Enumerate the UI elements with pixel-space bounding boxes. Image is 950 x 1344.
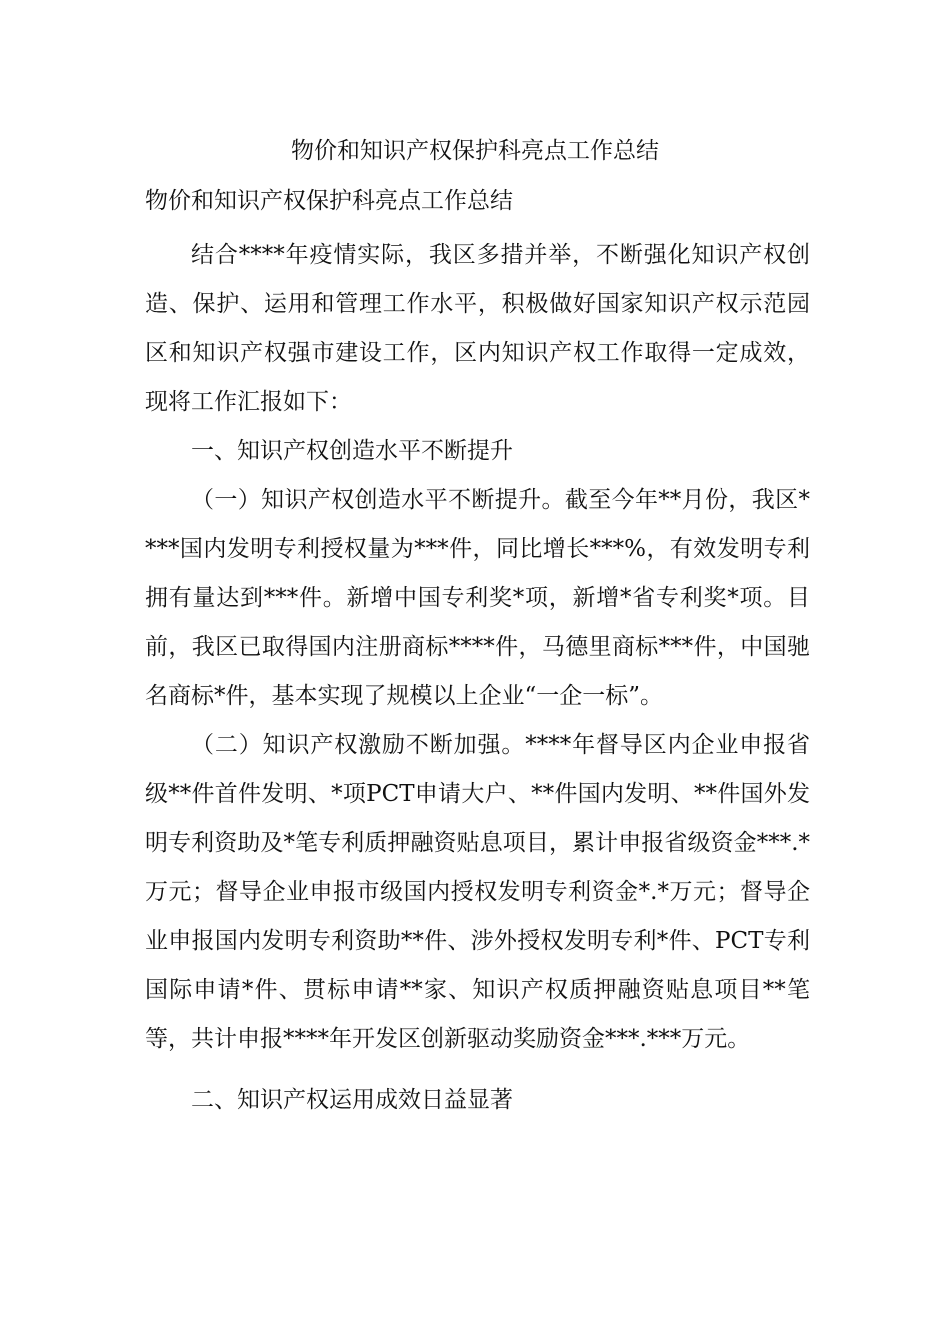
section-heading-2: 二、知识产权运用成效日益显著 (191, 1087, 513, 1113)
document-subtitle: 物价和知识产权保护科亮点工作总结 (145, 188, 513, 214)
paragraph-creation: （一）知识产权创造水平不断提升。截至今年**月份，我区****国内发明专利授权量为***件，同比增长***%，有效发明专利拥有量达到***件。新增中国专利奖*项，新增*省专利奖*项。目前，我区已取得国内注册商标****件，马德里商标***件，中国驰名商标*件，基本实现了规模以上企业“一企一标”。 (145, 487, 810, 709)
document-title: 物价和知识产权保护科亮点工作总结 (291, 138, 659, 164)
paragraph-incentive: （二）知识产权激励不断加强。****年督导区内企业申报省级**件首件发明、*项PCT申请大户、**件国内发明、**件国外发明专利资助及*笔专利质押融资贴息项目，累计申报省级资金***.*万元；督导企业申报市级国内授权发明专利资金*.*万元；督导企业申报国内发明专利资助**件、涉外授权发明专利*件、PCT专利国际申请*件、贯标申请**家、知识产权质押融资贴息项目**笔等，共计申报****年开发区创新驱动奖励资金***.***万元。 (145, 732, 810, 1052)
document-body (145, 231, 810, 1125)
intro-paragraph: 结合****年疫情实际，我区多措并举，不断强化知识产权创造、保护、运用和管理工作水平，积极做好国家知识产权示范园区和知识产权强市建设工作，区内知识产权工作取得一定成效，现将工作汇报如下： (145, 242, 810, 415)
section-heading-1: 一、知识产权创造水平不断提升 (191, 438, 513, 464)
